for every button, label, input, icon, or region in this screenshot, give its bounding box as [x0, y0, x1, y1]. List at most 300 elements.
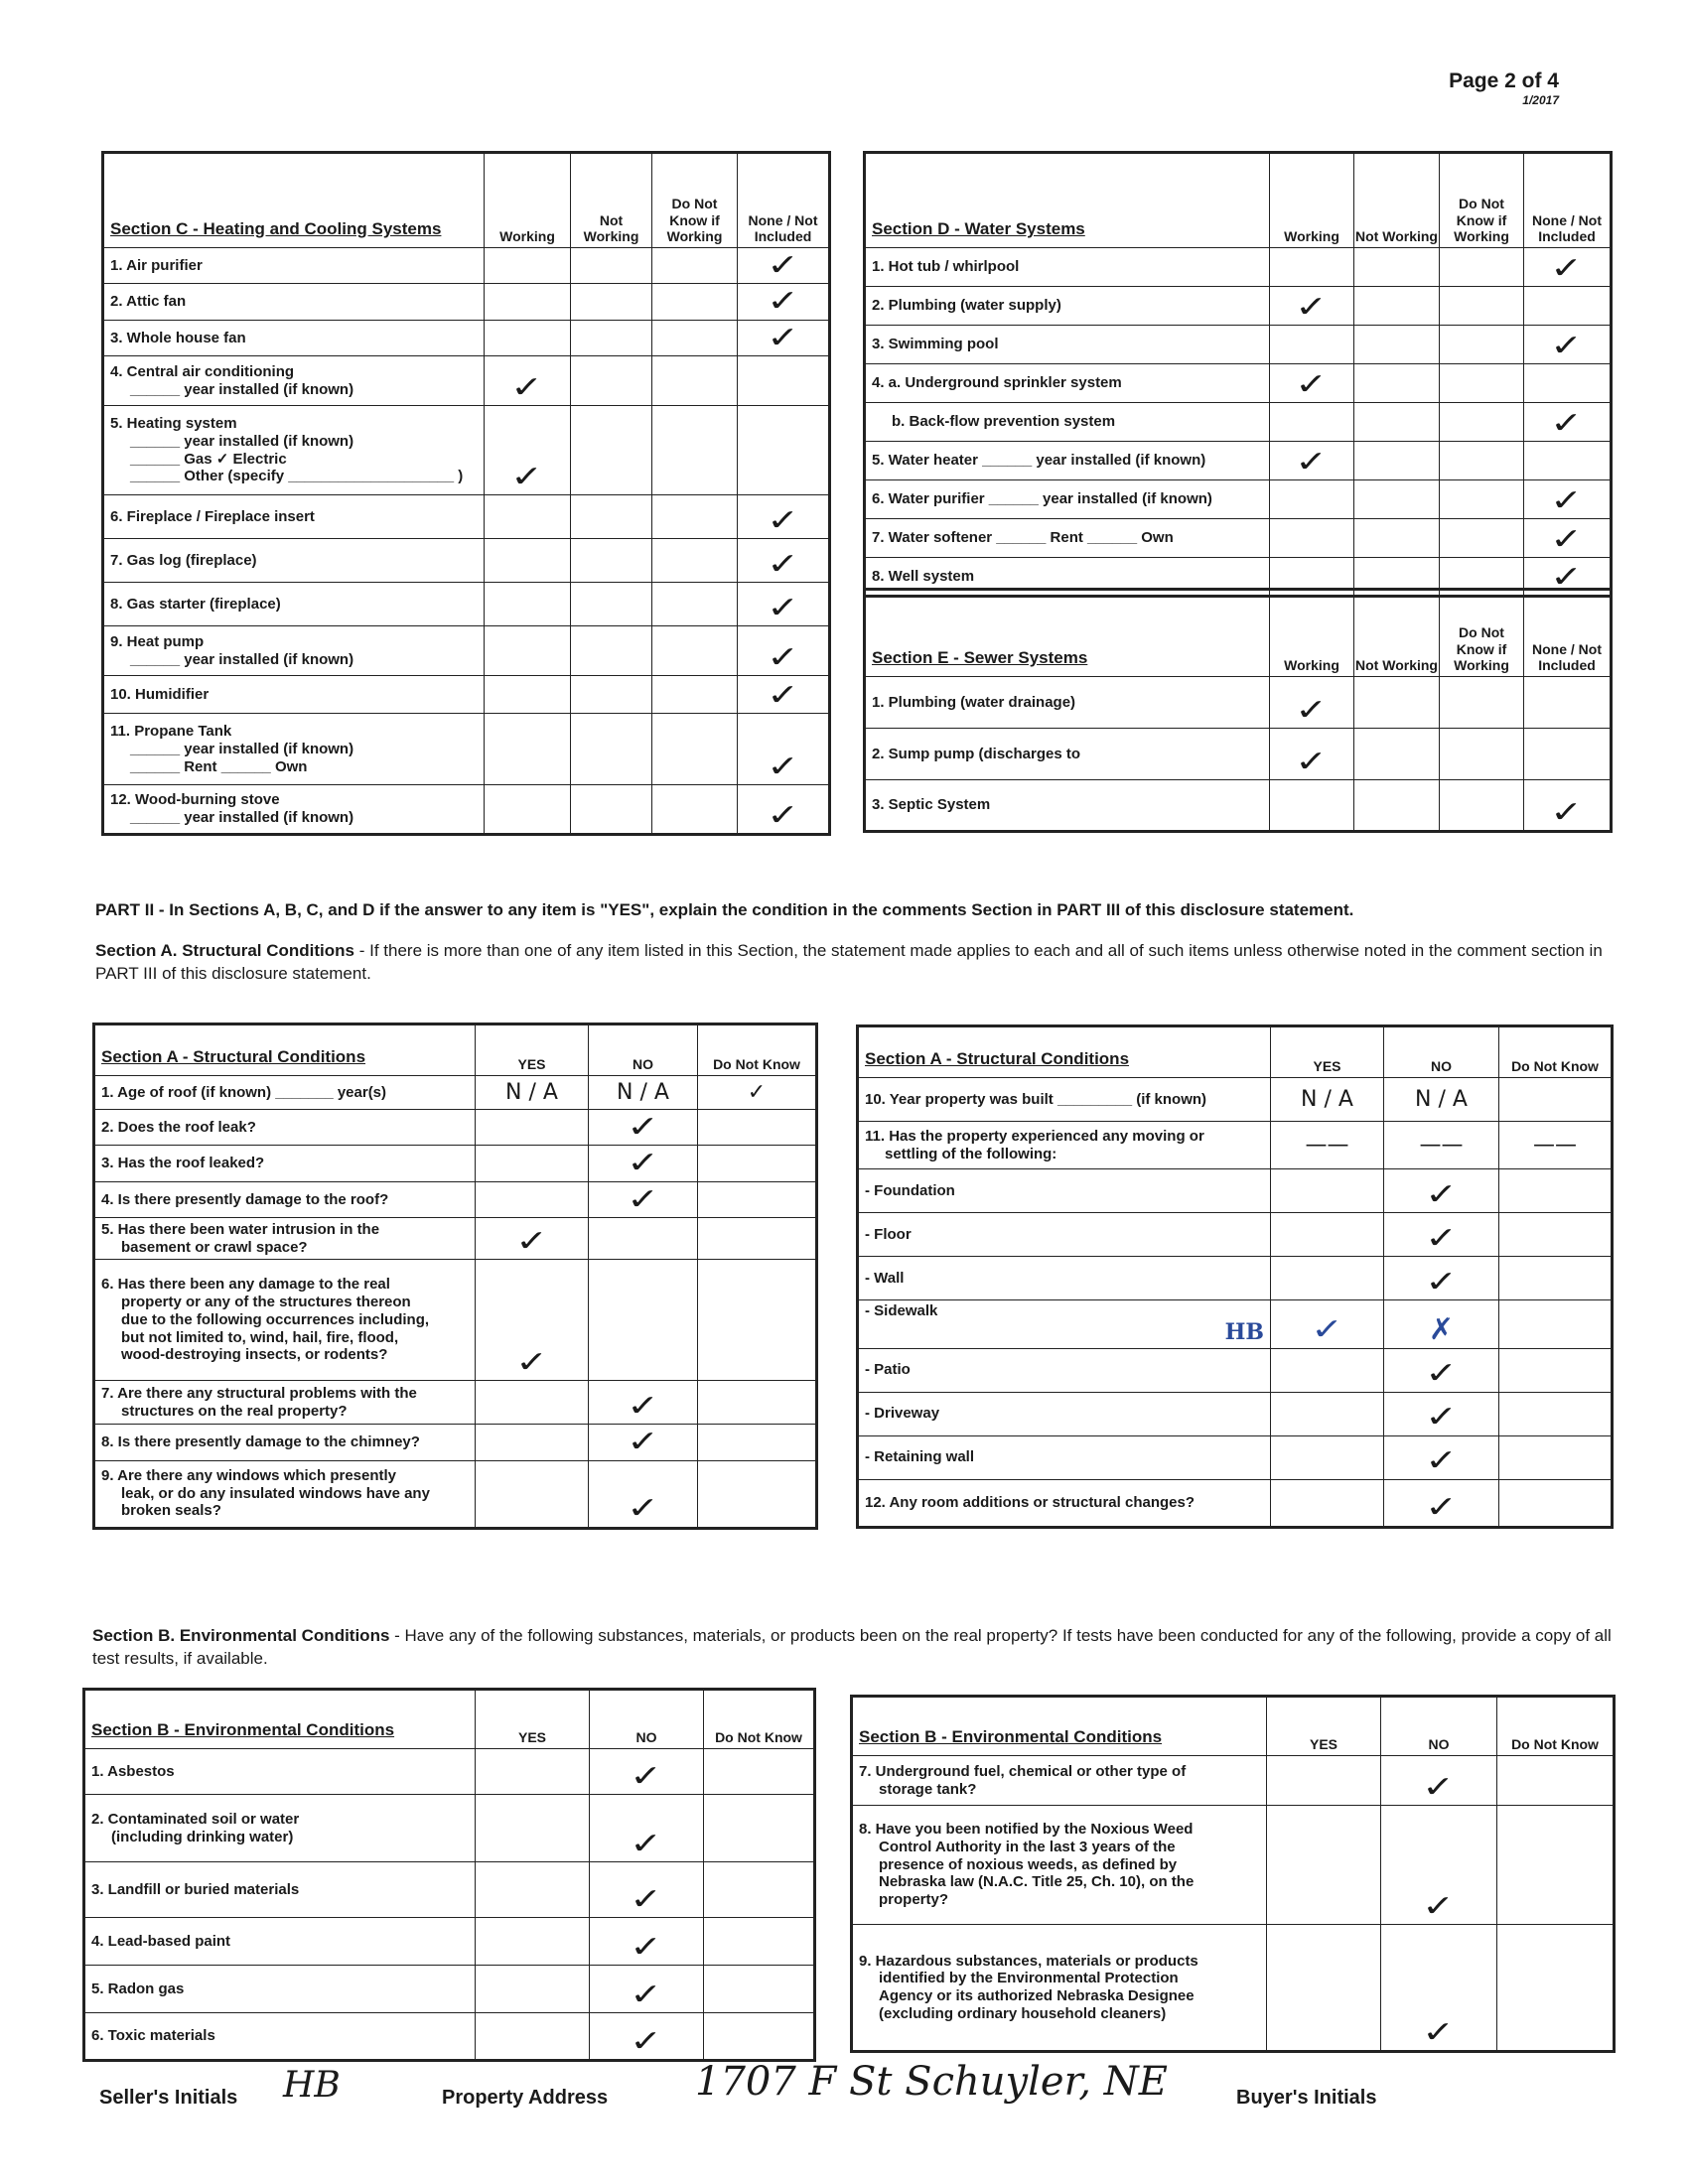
sec_a_left-title: Section A - Structural Conditions — [94, 1024, 476, 1076]
sec_c-answer-cell[interactable] — [571, 626, 652, 676]
sec_e-answer-cell[interactable] — [1524, 729, 1612, 780]
sec_c-answer-cell[interactable] — [738, 248, 830, 284]
sec_c-answer-cell[interactable] — [652, 284, 738, 320]
sec_e-answer-cell[interactable] — [1524, 780, 1612, 832]
sec_d-answer-cell[interactable] — [1270, 480, 1354, 519]
sec_c-answer-cell[interactable] — [485, 248, 571, 284]
sec_c-answer-cell[interactable] — [571, 714, 652, 785]
sec_d-answer-cell[interactable] — [1440, 287, 1524, 326]
sec_c-answer-cell[interactable] — [485, 583, 571, 626]
sec_e-col-header: Do Not Know if Working — [1440, 590, 1524, 677]
sec_b_left-title: Section B - Environmental Conditions — [84, 1690, 476, 1749]
sec_d-answer-cell[interactable] — [1270, 403, 1354, 442]
cross-mark: ✗ — [1428, 1313, 1455, 1347]
sec_a_right-answer-cell[interactable]: N / A — [1384, 1078, 1499, 1122]
sec_a_right-answer-cell[interactable] — [1499, 1300, 1613, 1349]
sec_c-item-line: 6. Fireplace / Fireplace insert — [110, 507, 315, 525]
sec_e-answer-cell[interactable] — [1440, 780, 1524, 832]
sec_b_right-col-header: Do Not Know — [1497, 1697, 1615, 1756]
sec_c-answer-cell[interactable] — [485, 785, 571, 835]
sec_d-answer-cell[interactable] — [1440, 403, 1524, 442]
sec_b_left-answer-cell[interactable] — [590, 1749, 704, 1795]
sec_d-answer-cell[interactable] — [1524, 287, 1612, 326]
sec_c-answer-cell[interactable] — [485, 356, 571, 406]
sec_c-answer-cell[interactable] — [738, 714, 830, 785]
sec_c-answer-cell[interactable] — [738, 284, 830, 320]
sec_c-item-label — [103, 676, 485, 714]
sec_e-answer-cell[interactable] — [1270, 780, 1354, 832]
sec_b_left-answer-cell[interactable] — [704, 1862, 815, 1918]
sec_a_left-answer-cell[interactable] — [476, 1260, 589, 1381]
sec_a_right-row — [858, 1435, 1613, 1479]
sec_b_left-answer-cell[interactable] — [590, 2013, 704, 2061]
sec_d-answer-cell[interactable] — [1270, 442, 1354, 480]
sec_a_left-item-line: leak, or do any insulated windows have any — [121, 1484, 430, 1502]
sec_a_right-answer-cell[interactable] — [1271, 1479, 1384, 1527]
sec_b_left-item-label — [84, 2013, 476, 2061]
sec_a_right-answer-cell[interactable] — [1384, 1392, 1499, 1435]
sec_a_right-answer-cell[interactable] — [1499, 1435, 1613, 1479]
sec_b_right-item-label — [852, 1806, 1267, 1925]
sec_b_left-answer-cell[interactable] — [476, 1966, 590, 2013]
sec_b_left-answer-cell[interactable] — [476, 1749, 590, 1795]
page-tag — [1449, 69, 1559, 107]
sec_e-answer-cell[interactable] — [1524, 677, 1612, 729]
sec_a_right-answer-cell[interactable] — [1384, 1169, 1499, 1213]
sec_d-answer-cell[interactable] — [1440, 364, 1524, 403]
sec_b_left-answer-cell[interactable] — [704, 1966, 815, 2013]
sec_b_right-answer-cell[interactable] — [1267, 1925, 1381, 2052]
sec_e-header-row — [865, 590, 1612, 677]
sec_d-item-label — [865, 480, 1270, 519]
sec_a_right-item-label — [858, 1348, 1271, 1392]
sec_c-answer-cell[interactable] — [485, 714, 571, 785]
checkmark: ✓ — [630, 1978, 663, 2011]
sec_c-answer-cell[interactable] — [485, 406, 571, 495]
sec_a_left-answer-cell[interactable]: N / A — [589, 1076, 698, 1110]
checkmark: ✓ — [1425, 1444, 1458, 1478]
sec_a_left-item-label — [94, 1425, 476, 1460]
sec_a_left-answer-cell[interactable] — [698, 1381, 817, 1425]
sec_e-answer-cell[interactable] — [1354, 729, 1440, 780]
sec_a_right-answer-cell[interactable] — [1499, 1348, 1613, 1392]
sec_d-answer-cell[interactable] — [1354, 403, 1440, 442]
checkmark: ✓ — [630, 1930, 663, 1964]
sec_d-answer-cell[interactable] — [1354, 519, 1440, 558]
sec_a_left-answer-cell[interactable] — [589, 1425, 698, 1460]
sec_a_right-answer-cell[interactable] — [1499, 1392, 1613, 1435]
sec_c-answer-cell[interactable] — [738, 676, 830, 714]
sec_c-header-row — [103, 153, 830, 248]
sec_c-answer-cell[interactable] — [571, 583, 652, 626]
sec_c-answer-cell[interactable] — [738, 320, 830, 355]
sec_a_left-item-line: 6. Has there been any damage to the real — [101, 1276, 390, 1294]
sec_c-row — [103, 284, 830, 320]
sec_b_left-answer-cell[interactable] — [590, 1862, 704, 1918]
sec_a_left-answer-cell[interactable] — [698, 1146, 817, 1181]
sec_c-answer-cell[interactable] — [738, 406, 830, 495]
sec_c-item-line: ______ year installed (if known) — [130, 809, 354, 827]
sec_c-answer-cell[interactable] — [571, 406, 652, 495]
sec_a_right-answer-cell[interactable]: —— — [1384, 1122, 1499, 1169]
sec_b_right-answer-cell[interactable] — [1497, 1806, 1615, 1925]
sec_c-item-label — [103, 539, 485, 583]
sec_d-answer-cell[interactable] — [1354, 248, 1440, 287]
sec_d-answer-cell[interactable] — [1354, 442, 1440, 480]
sec_d-col-header: Not Working — [1354, 153, 1440, 248]
sec_b_left-answer-cell[interactable] — [704, 1749, 815, 1795]
sec_d-answer-cell[interactable] — [1440, 480, 1524, 519]
section-b-intro-label: Section B. Environmental Conditions — [92, 1626, 390, 1645]
sec_e-row — [865, 677, 1612, 729]
sec_d-answer-cell[interactable] — [1524, 519, 1612, 558]
sec_e-answer-cell[interactable] — [1440, 729, 1524, 780]
sec_c-answer-cell[interactable] — [571, 785, 652, 835]
sec_b_right-answer-cell[interactable] — [1381, 1806, 1497, 1925]
sec_c-item-label — [103, 320, 485, 355]
sec_b_left-answer-cell[interactable] — [476, 2013, 590, 2061]
sec_d-answer-cell[interactable] — [1354, 326, 1440, 364]
sec_a_right-col-header: Do Not Know — [1499, 1026, 1613, 1078]
sec_b_right-header-row — [852, 1697, 1615, 1756]
sec_a_right-answer-cell[interactable]: —— — [1499, 1122, 1613, 1169]
sec_c-item-line: 5. Heating system — [110, 415, 237, 433]
sec_e-item-line: 3. Septic System — [872, 796, 991, 814]
sec_e-title: Section E - Sewer Systems — [865, 590, 1270, 677]
sec_d-item-line: 4. a. Underground sprinkler system — [872, 374, 1122, 392]
sec_c-answer-cell[interactable] — [485, 495, 571, 539]
checkmark: ✓ — [627, 1389, 659, 1423]
sec_a_left-answer-cell[interactable] — [589, 1110, 698, 1146]
sec_a_right-answer-cell[interactable] — [1271, 1392, 1384, 1435]
sec_a_left-item-line: basement or crawl space? — [121, 1238, 308, 1256]
sec_c-answer-cell[interactable] — [652, 320, 738, 355]
sec_c-answer-cell[interactable] — [738, 785, 830, 835]
sec_d-item-line: 8. Well system — [872, 567, 975, 585]
sec_d-answer-cell[interactable] — [1440, 326, 1524, 364]
sec_a_left-item-line: 4. Is there presently damage to the roof? — [101, 1190, 389, 1208]
sec_a_left-answer-cell[interactable] — [698, 1181, 817, 1217]
sec_c-item-line: 7. Gas log (fireplace) — [110, 551, 257, 569]
sec_a_right-answer-cell[interactable] — [1499, 1479, 1613, 1527]
sec_a_left-answer-cell[interactable] — [476, 1218, 589, 1260]
sec_b_left-row — [84, 1918, 815, 1966]
sec_a_left-answer-cell[interactable] — [476, 1146, 589, 1181]
sec_d-item-line: b. Back-flow prevention system — [892, 413, 1116, 431]
seller-initials-label: Seller's Initials — [99, 2087, 238, 2109]
sec_c-answer-cell[interactable] — [652, 676, 738, 714]
sec_b_left-answer-cell[interactable] — [590, 1795, 704, 1862]
sec_b_right-item-line: (excluding ordinary household cleaners) — [879, 2004, 1167, 2022]
sec_a_left-answer-cell[interactable] — [698, 1260, 817, 1381]
sec_c-answer-cell[interactable] — [571, 495, 652, 539]
sec_b_right-answer-cell[interactable] — [1267, 1756, 1381, 1806]
sec_c-row — [103, 356, 830, 406]
sec_d-answer-cell[interactable] — [1270, 364, 1354, 403]
sec_e-item-label — [865, 780, 1270, 832]
sec_a_right-answer-cell[interactable] — [1271, 1169, 1384, 1213]
sec_b_right-col-header: YES — [1267, 1697, 1381, 1756]
sec_a_right-answer-cell[interactable] — [1499, 1257, 1613, 1300]
sec_d-answer-cell[interactable] — [1270, 326, 1354, 364]
sec_c-answer-cell[interactable] — [652, 406, 738, 495]
sec_a_left-item-label — [94, 1260, 476, 1381]
sec_a_right-answer-cell[interactable] — [1384, 1257, 1499, 1300]
sec_c-answer-cell[interactable] — [485, 626, 571, 676]
sec_a_right-item-label — [858, 1435, 1271, 1479]
sec_d-answer-cell[interactable] — [1524, 326, 1612, 364]
sec_d-row — [865, 364, 1612, 403]
sec_b_left-item-label — [84, 1918, 476, 1966]
sec_c-row — [103, 495, 830, 539]
checkmark: ✓ — [1425, 1265, 1458, 1298]
sec_b_right-row — [852, 1756, 1615, 1806]
sec_b_right-item-line: Nebraska law (N.A.C. Title 25, Ch. 10), on the — [879, 1873, 1195, 1891]
sec_d-row — [865, 442, 1612, 480]
sec_b_left-answer-cell[interactable] — [476, 1918, 590, 1966]
sec_c-col-header: Do Not Know if Working — [652, 153, 738, 248]
checkmark: ✓ — [627, 1147, 659, 1180]
checkmark: ✓ — [767, 503, 799, 537]
sec_a_right-answer-cell[interactable] — [1499, 1078, 1613, 1122]
sec_b_left-answer-cell[interactable] — [476, 1862, 590, 1918]
sec_c-answer-cell[interactable] — [571, 539, 652, 583]
sec_a_left-row — [94, 1460, 817, 1528]
sec_a_left-answer-cell[interactable]: N / A — [476, 1076, 589, 1110]
sec_a_right-answer-cell[interactable]: —— — [1271, 1122, 1384, 1169]
checkmark: ✓ — [627, 1182, 659, 1216]
sec_d-answer-cell[interactable] — [1524, 364, 1612, 403]
sec_d-item-line: 6. Water purifier ______ year installed (if known) — [872, 490, 1212, 508]
sec_b_right-item-line: Agency or its authorized Nebraska Designee — [879, 1987, 1195, 2004]
sec_a_right-handwritten-initials: HB — [1224, 1318, 1264, 1345]
sec_b_right-answer-cell[interactable] — [1497, 1925, 1615, 2052]
sec_c-answer-cell[interactable] — [485, 539, 571, 583]
sec_a_left-item-line: wood-destroying insects, or rodents? — [121, 1346, 388, 1364]
sec_a_left-answer-cell[interactable] — [698, 1425, 817, 1460]
sec_a_right-answer-cell[interactable] — [1499, 1169, 1613, 1213]
sec_e-item-label — [865, 677, 1270, 729]
sec_e-answer-cell[interactable] — [1354, 780, 1440, 832]
sec_c-answer-cell[interactable] — [652, 539, 738, 583]
sec_c-answer-cell[interactable] — [571, 676, 652, 714]
sec_d-answer-cell[interactable] — [1440, 442, 1524, 480]
sec_a_left-answer-cell[interactable] — [698, 1460, 817, 1528]
checkmark: ✓ — [1422, 1770, 1456, 1804]
sec_d-answer-cell[interactable] — [1270, 519, 1354, 558]
sec_a_left-answer-cell[interactable] — [476, 1110, 589, 1146]
sec_b_left-answer-cell[interactable] — [704, 1918, 815, 1966]
sec_c-row — [103, 676, 830, 714]
sec_a_right-answer-cell[interactable] — [1271, 1257, 1384, 1300]
section-d-table — [863, 151, 1613, 598]
checkmark: ✓ — [627, 1492, 659, 1526]
sec_c-answer-cell[interactable] — [652, 356, 738, 406]
sec_e-answer-cell[interactable] — [1270, 729, 1354, 780]
sec_a_right-answer-cell[interactable] — [1384, 1213, 1499, 1257]
sec_a_right-answer-cell[interactable] — [1271, 1435, 1384, 1479]
sec_d-answer-cell[interactable] — [1524, 442, 1612, 480]
sec_c-col-header: Working — [485, 153, 571, 248]
sec_c-answer-cell[interactable] — [571, 248, 652, 284]
sec_e-answer-cell[interactable] — [1440, 677, 1524, 729]
sec_a_left-item-line: 5. Has there been water intrusion in the — [101, 1220, 380, 1238]
checkmark: ✓ — [1425, 1357, 1458, 1391]
sec_b_right-item-line: storage tank? — [879, 1780, 977, 1798]
sec_c-item-line: ______ year installed (if known) — [130, 380, 354, 398]
sec_b_left-answer-cell[interactable] — [704, 1795, 815, 1862]
sec_d-answer-cell[interactable] — [1524, 480, 1612, 519]
sec_c-item-line: ______ year installed (if known) — [130, 650, 354, 668]
sec_b_left-answer-cell[interactable] — [476, 1795, 590, 1862]
sec_a_left-answer-cell[interactable] — [698, 1110, 817, 1146]
sec_c-answer-cell[interactable] — [738, 583, 830, 626]
sec_c-row — [103, 406, 830, 495]
sec_d-answer-cell[interactable] — [1270, 248, 1354, 287]
sec_d-col-header: None / Not Included — [1524, 153, 1612, 248]
sec_b_right-answer-cell[interactable] — [1381, 1756, 1497, 1806]
sec_d-answer-cell[interactable] — [1524, 403, 1612, 442]
checkmark: ✓ — [1550, 795, 1584, 829]
sec_d-answer-cell[interactable] — [1440, 519, 1524, 558]
sec_a_right-item-line: 11. Has the property experienced any moving or — [865, 1127, 1204, 1145]
sec_b_right-answer-cell[interactable] — [1267, 1806, 1381, 1925]
sec_e-answer-cell[interactable] — [1354, 677, 1440, 729]
sec_c-answer-cell[interactable] — [652, 785, 738, 835]
sec_d-row — [865, 326, 1612, 364]
sec_c-answer-cell[interactable] — [738, 539, 830, 583]
sec_d-answer-cell[interactable] — [1354, 364, 1440, 403]
sec_c-col-header: Not Working — [571, 153, 652, 248]
sec_b_left-item-label — [84, 1749, 476, 1795]
sec_c-answer-cell[interactable] — [571, 320, 652, 355]
sec_b_right-answer-cell[interactable] — [1381, 1925, 1497, 2052]
sec_c-answer-cell[interactable] — [652, 714, 738, 785]
sec_d-col-header: Working — [1270, 153, 1354, 248]
sec_c-answer-cell[interactable] — [485, 284, 571, 320]
sec_a_right-item-line: - Sidewalk — [865, 1302, 938, 1319]
sec_a_left-row — [94, 1146, 817, 1181]
checkmark: ✓ — [767, 798, 799, 832]
sec_b_left-row — [84, 1862, 815, 1918]
sec_b_left-answer-cell[interactable] — [590, 1966, 704, 2013]
sec_a_left-answer-cell[interactable] — [589, 1460, 698, 1528]
sec_b_left-item-line: 3. Landfill or buried materials — [91, 1880, 300, 1898]
sec_d-item-label — [865, 403, 1270, 442]
sec_c-item-line: 11. Propane Tank — [110, 723, 232, 741]
sec_a_left-item-label — [94, 1460, 476, 1528]
sec_c-row — [103, 248, 830, 284]
sec_c-answer-cell[interactable] — [571, 356, 652, 406]
sec_a_right-answer-cell[interactable] — [1271, 1348, 1384, 1392]
sec_a_left-answer-cell[interactable] — [476, 1381, 589, 1425]
sec_c-answer-cell[interactable] — [738, 626, 830, 676]
part-ii-instructions: PART II - In Sections A, B, C, and D if the answer to any item is "YES", explain the condition in the comments Section in PART III of this disclosure statement. — [95, 900, 1354, 919]
sec_a_right-header-row — [858, 1026, 1613, 1078]
sec_b_left-answer-cell[interactable] — [590, 1918, 704, 1966]
sec_c-answer-cell[interactable] — [485, 320, 571, 355]
sec_a_left-answer-cell[interactable]: ✓ — [698, 1076, 817, 1110]
sec_e-col-header: Not Working — [1354, 590, 1440, 677]
sec_b_right-row — [852, 1806, 1615, 1925]
sec_a_left-answer-cell[interactable] — [589, 1381, 698, 1425]
sec_a_left-answer-cell[interactable] — [698, 1218, 817, 1260]
sec_c-answer-cell[interactable] — [485, 676, 571, 714]
sec_b_left-row — [84, 1795, 815, 1862]
sec_a_right-answer-cell[interactable]: N / A — [1271, 1078, 1384, 1122]
sec_b_right-answer-cell[interactable] — [1497, 1756, 1615, 1806]
sec_c-answer-cell[interactable] — [738, 495, 830, 539]
sec_b_right-item-line: 7. Underground fuel, chemical or other type of — [859, 1762, 1187, 1780]
sec_c-item-line: 4. Central air conditioning — [110, 362, 295, 380]
checkmark: ✓ — [510, 460, 544, 493]
sec_c-answer-cell[interactable] — [571, 284, 652, 320]
seller-initials-signature: HB — [283, 2065, 341, 2106]
sec_d-answer-cell[interactable] — [1270, 287, 1354, 326]
sec_a_right-item-label — [858, 1300, 1271, 1349]
checkmark: ✓ — [1550, 406, 1584, 440]
sec_e-row — [865, 780, 1612, 832]
sec_a_left-item-line: 8. Is there presently damage to the chimney? — [101, 1433, 420, 1451]
sec_a_right-answer-cell[interactable] — [1384, 1300, 1499, 1349]
sec_a_right-item-label — [858, 1078, 1271, 1122]
checkmark: ✓ — [515, 1224, 548, 1258]
sec_b_right-item-line: presence of noxious weeds, as defined by — [879, 1855, 1178, 1873]
sec_a_right-answer-cell[interactable] — [1384, 1479, 1499, 1527]
sec_d-answer-cell[interactable] — [1354, 287, 1440, 326]
sec_b_left-col-header: YES — [476, 1690, 590, 1749]
checkmark: ✓ — [627, 1111, 659, 1144]
sec_d-item-line: 7. Water softener ______ Rent ______ Own — [872, 529, 1174, 547]
sec_c-answer-cell[interactable] — [738, 356, 830, 406]
sec_a_right-answer-cell[interactable] — [1271, 1213, 1384, 1257]
sec_d-item-line: 1. Hot tub / whirlpool — [872, 258, 1020, 276]
sec_d-answer-cell[interactable] — [1524, 248, 1612, 287]
sec_a_right-item-line: - Wall — [865, 1269, 905, 1287]
sec_c-answer-cell[interactable] — [652, 626, 738, 676]
sec_d-answer-cell[interactable] — [1440, 248, 1524, 287]
sec_c-answer-cell[interactable] — [652, 248, 738, 284]
sec_e-answer-cell[interactable] — [1270, 677, 1354, 729]
sec_a_left-row — [94, 1181, 817, 1217]
sec_a_right-answer-cell[interactable] — [1384, 1435, 1499, 1479]
sec_a_left-answer-cell[interactable] — [589, 1146, 698, 1181]
checkmark: ✓ — [1425, 1401, 1458, 1434]
sec_a_left-item-line: property or any of the structures thereon — [121, 1294, 411, 1311]
checkmark: ✓ — [515, 1345, 548, 1379]
sec_a_left-answer-cell[interactable] — [476, 1425, 589, 1460]
sec_a_left-answer-cell[interactable] — [589, 1181, 698, 1217]
checkmark: ✓ — [1550, 483, 1584, 517]
sec_a_right-answer-cell[interactable] — [1499, 1213, 1613, 1257]
sec_a_left-answer-cell[interactable] — [476, 1181, 589, 1217]
sec_d-answer-cell[interactable] — [1354, 480, 1440, 519]
sec_a_left-answer-cell[interactable] — [589, 1218, 698, 1260]
sec_a_right-item-line: - Retaining wall — [865, 1448, 975, 1466]
sec_a_left-answer-cell[interactable] — [476, 1460, 589, 1528]
checkmark: ✓ — [627, 1426, 659, 1459]
sec_b_left-answer-cell[interactable] — [704, 2013, 815, 2061]
buyer-initials-label: Buyer's Initials — [1236, 2087, 1377, 2109]
sec_c-answer-cell[interactable] — [652, 583, 738, 626]
sec_c-answer-cell[interactable] — [652, 495, 738, 539]
sec_a_right-answer-cell[interactable] — [1384, 1348, 1499, 1392]
sec_a_right-row — [858, 1169, 1613, 1213]
sec_a_right-answer-cell[interactable] — [1271, 1300, 1384, 1349]
checkmark: ✓ — [767, 547, 799, 581]
sec_a_left-item-line: 7. Are there any structural problems with the — [101, 1384, 417, 1402]
sec_a_left-answer-cell[interactable] — [589, 1260, 698, 1381]
